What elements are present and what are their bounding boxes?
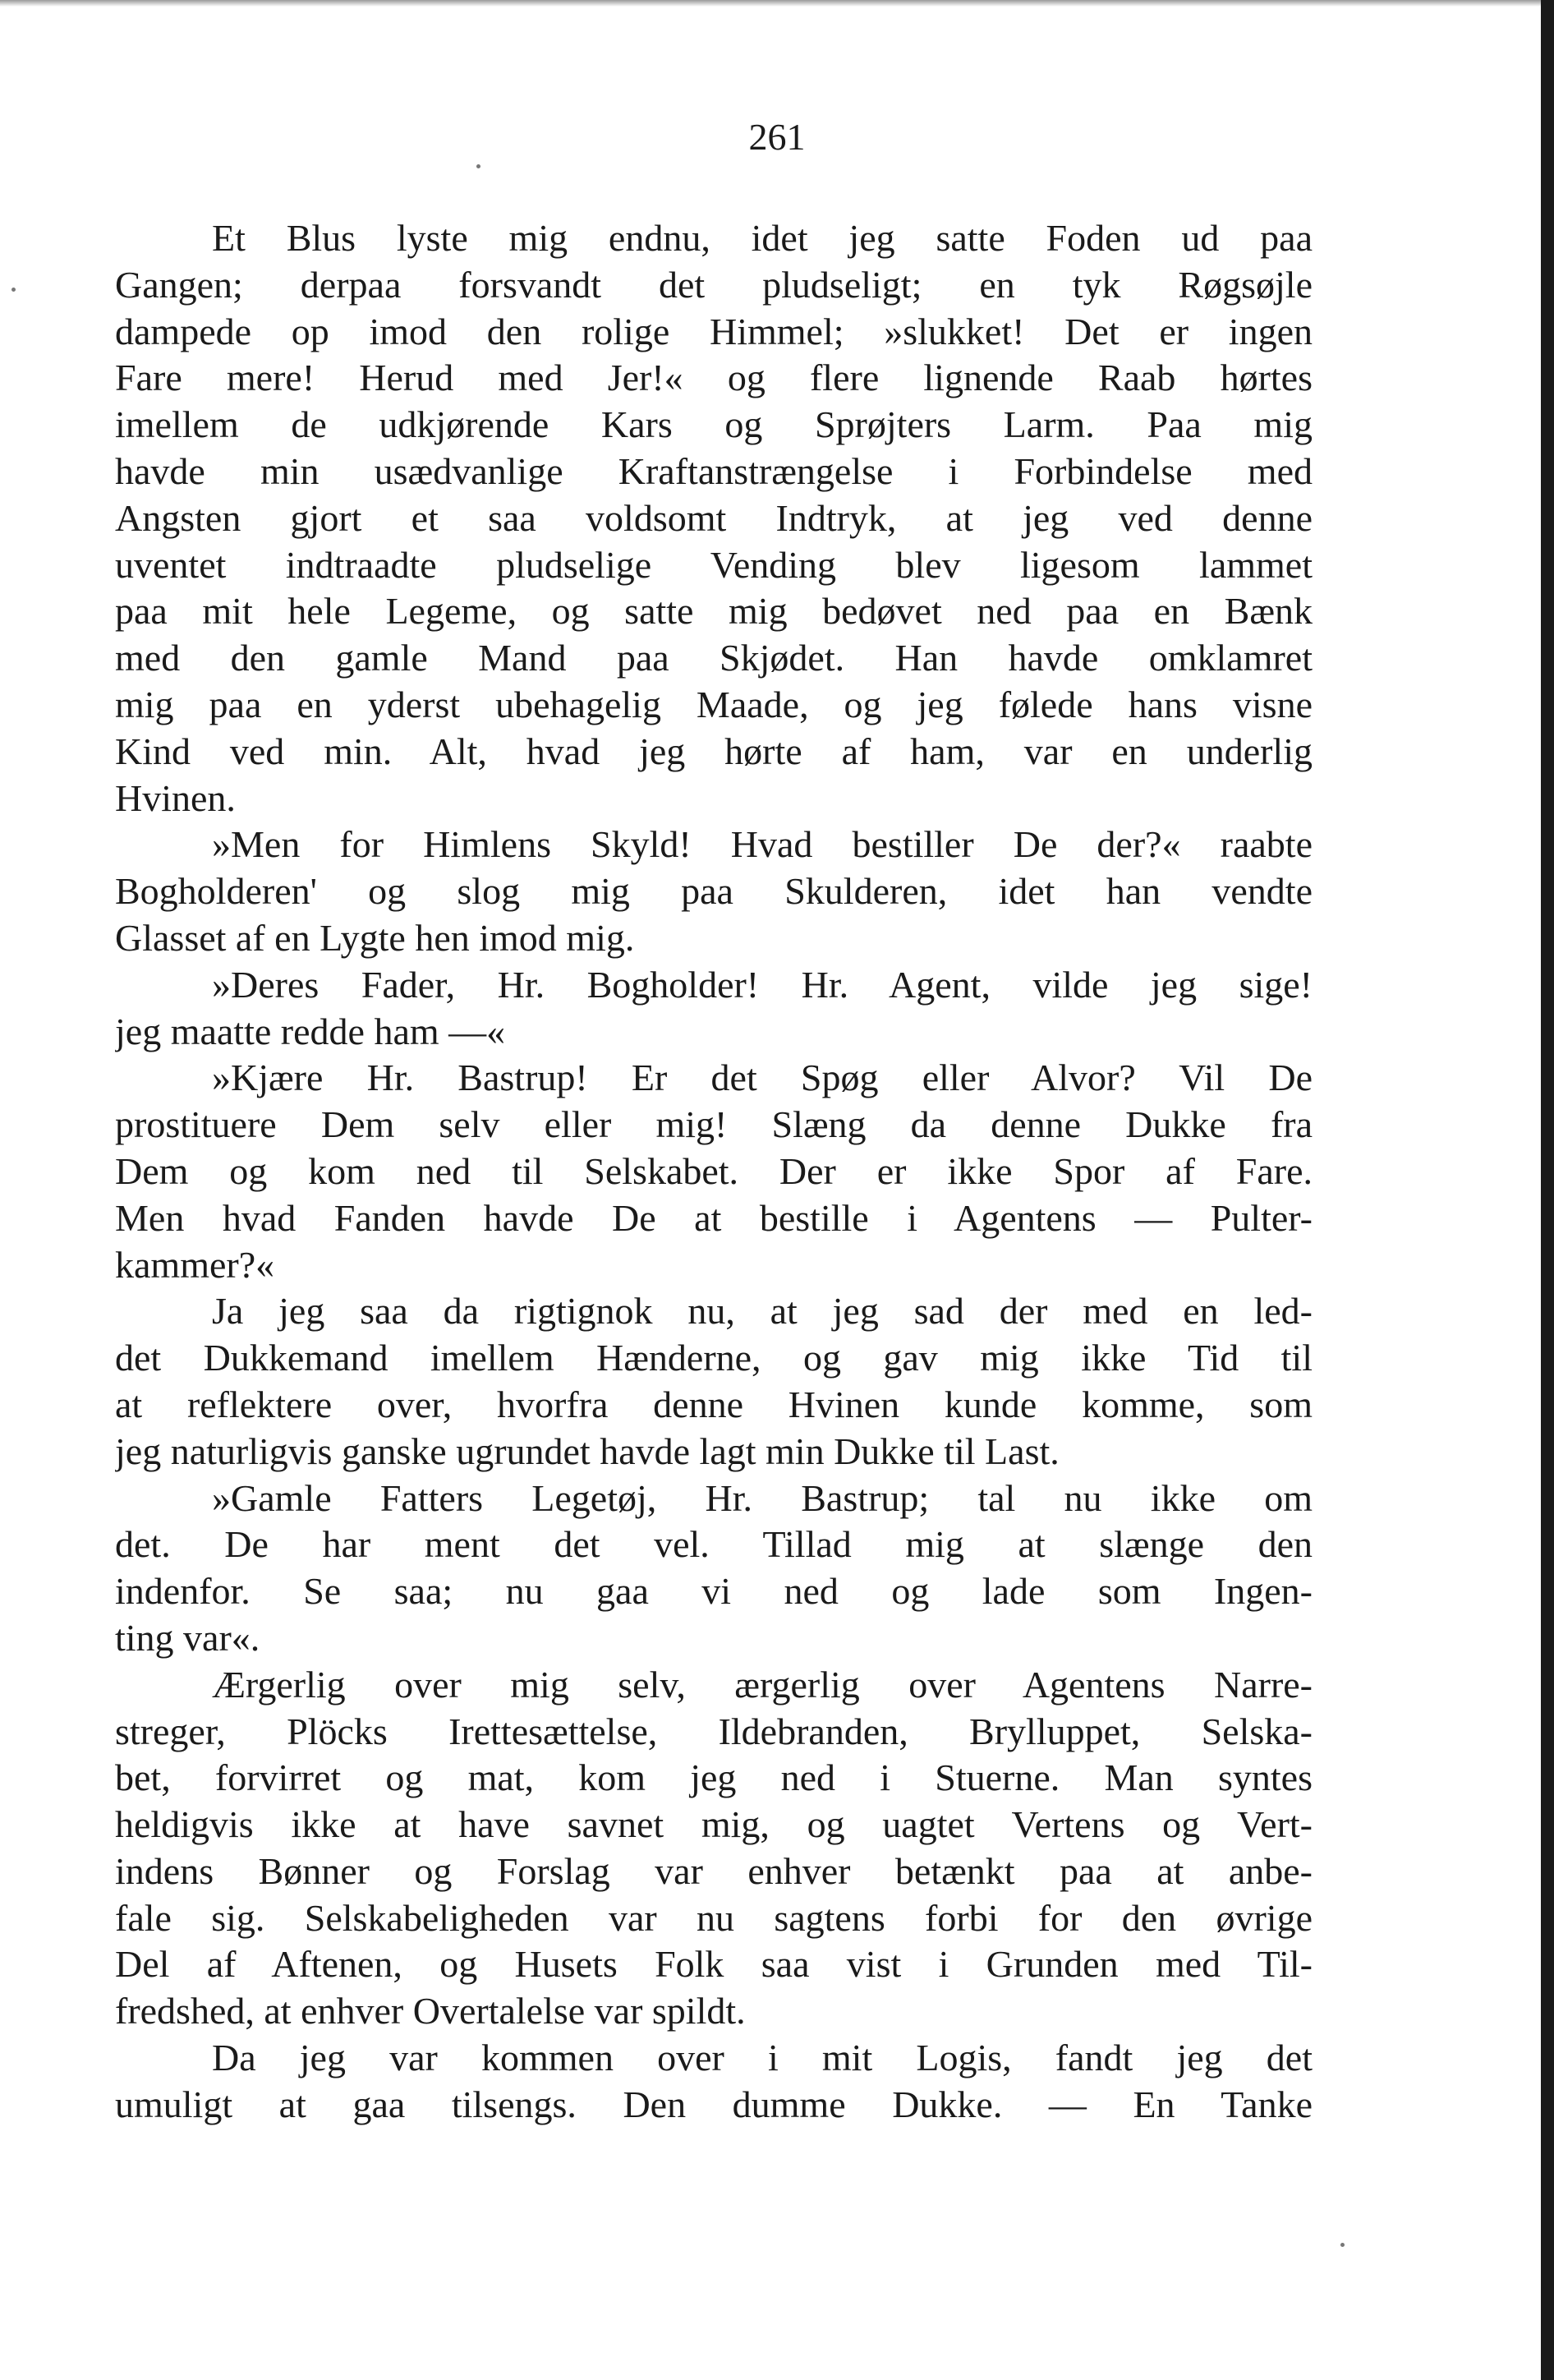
page-number: 261 [748,116,806,158]
paragraph [115,1055,1313,1288]
text-line: Ærgerlig over mig selv, ærgerlig over Agentens Narre- [212,1663,1313,1706]
text-line: paa mit hele Legeme, og satte mig bedøvet ned paa en Bænk [115,590,1313,633]
text-line: at reflektere over, hvorfra denne Hvinen kunde komme, som [115,1383,1313,1425]
paragraph [115,1475,1313,1662]
text-line: Ja jeg saa da rigtignok nu, at jeg sad der med en led- [212,1290,1313,1333]
text-line: heldigvis ikke at have savnet mig, og uagtet Vertens og Vert- [115,1803,1313,1846]
text-line: uventet indtraadte pludselige Vending blev ligesom lammet [115,543,1313,586]
text-line: indenfor. Se saa; nu gaa vi ned og lade som Ingen- [115,1570,1313,1613]
text-line: imellem de udkjørende Kars og Sprøjters Larm. Paa mig [115,403,1313,446]
text-line: kammer?« [115,1243,275,1286]
text-line: Da jeg var kommen over i mit Logis, fandt jeg det [212,2037,1313,2079]
text-line: Bogholderen' og slog mig paa Skulderen, idet han vendte [115,870,1313,913]
paragraph [115,1288,1313,1475]
text-line: Glasset af en Lygte hen imod mig. [115,916,635,959]
text-line: dampede op imod den rolige Himmel; »slukket! Det er ingen [115,310,1313,352]
text-line: Fare mere! Herud med Jer!« og flere lignende Raab hørtes [115,357,1313,399]
text-line: umuligt at gaa tilsengs. Den dumme Dukke. — En Tanke [115,2083,1313,2125]
text-line: bet, forvirret og mat, kom jeg ned i Stuerne. Man syntes [115,1756,1313,1799]
paragraph [115,962,1313,1056]
text-line: fale sig. Selskabeligheden var nu sagtens forbi for den øvrige [115,1896,1313,1939]
text-line: det. De har ment det vel. Tillad mig at slænge den [115,1523,1313,1566]
text-line: jeg naturligvis ganske ugrundet havde lagt min Dukke til Last. [115,1429,1060,1472]
scan-right-edge [1541,0,1554,2380]
text-line: Dem og kom ned til Selskabet. Der er ikke Spor af Fare. [115,1149,1313,1192]
text-line: Del af Aftenen, og Husets Folk saa vist i Grunden med Til- [115,1943,1313,1986]
text-line: Kind ved min. Alt, hvad jeg hørte af ham, var en underlig [115,730,1313,772]
text-line: det Dukkemand imellem Hænderne, og gav mig ikke Tid til [115,1337,1313,1379]
text-line: fredshed, at enhver Overtalelse var spildt. [115,1990,746,2032]
text-line: »Gamle Fatters Legetøj, Hr. Bastrup; tal nu ikke om [212,1476,1313,1519]
text-line: jeg maatte redde ham —« [115,1010,506,1052]
text-line: ting var«. [115,1616,260,1659]
text-line: mig paa en yderst ubehagelig Maade, og jeg følede hans visne [115,683,1313,725]
scan-top-edge [0,0,1554,7]
text-line: »Kjære Hr. Bastrup! Er det Spøg eller Alvor? Vil De [212,1056,1313,1099]
paragraph [115,1662,1313,2035]
text-line: »Deres Fader, Hr. Bogholder! Hr. Agent, vilde jeg sige! [212,963,1313,1006]
paragraph [115,2035,1313,2129]
body-text [115,215,1313,2129]
text-line: prostituere Dem selv eller mig! Slæng da denne Dukke fra [115,1103,1313,1146]
text-line: »Men for Himlens Skyld! Hvad bestiller De der?« raabte [212,823,1313,866]
paragraph [115,822,1313,961]
scan-speck [1340,2243,1345,2247]
text-line: Et Blus lyste mig endnu, idet jeg satte Foden ud paa [212,217,1313,259]
text-line: indens Bønner og Forslag var enhver betænkt paa at anbe- [115,1849,1313,1892]
text-line: Men hvad Fanden havde De at bestille i Agentens — Pulter- [115,1196,1313,1239]
text-line: streger, Plöcks Irettesættelse, Ildebranden, Brylluppet, Selska- [115,1710,1313,1752]
text-line: Gangen; derpaa forsvandt det pludseligt; en tyk Røgsøjle [115,263,1313,306]
scan-speck [476,164,480,168]
text-line: Hvinen. [115,776,236,819]
scan-speck [11,288,16,292]
text-line: Angsten gjort et saa voldsomt Indtryk, at jeg ved denne [115,496,1313,539]
text-line: med den gamle Mand paa Skjødet. Han havde omklamret [115,637,1313,679]
text-line: havde min usædvanlige Kraftanstrængelse i Forbindelse med [115,449,1313,492]
paragraph [115,215,1313,822]
